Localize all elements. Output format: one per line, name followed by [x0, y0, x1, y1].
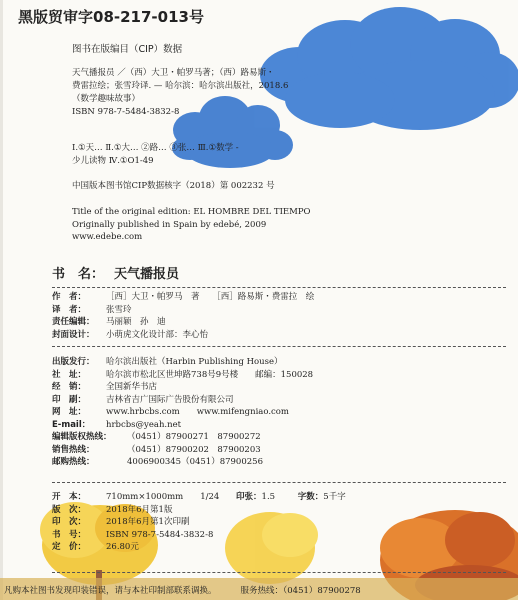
hotline-row: 编辑版权热线： （0451）87900271 87900272: [52, 432, 261, 442]
divider: [52, 287, 506, 288]
divider: [52, 572, 506, 573]
register-number: 黑版贸审字08-217-013号: [18, 8, 204, 26]
publisher-row: 社 址： 哈尔滨市松北区世坤路738号9号楼 邮编：150028: [52, 369, 314, 380]
hotline-row: 销售热线： （0451）87900202 87900203: [52, 444, 261, 455]
book-title-row: [52, 263, 179, 282]
cip-line: （数学趣味故事）: [72, 94, 141, 104]
spec-row: 定 价： 26.80元: [52, 542, 139, 552]
book-title-label: 书 名：: [52, 267, 105, 282]
credits-block: [52, 291, 314, 341]
publisher-row: 出版发行： 哈尔滨出版社（Harbin Publishing House）: [52, 357, 283, 367]
original-website: www.edebe.com: [72, 232, 143, 242]
publisher-row: E-mail： hrbcbs@yeah.net: [52, 419, 182, 430]
cip-number: 中国版本图书馆CIP数据核字（2018）第 002232 号: [72, 181, 275, 191]
cip-title: 图书在版编目（CIP）数据: [72, 44, 183, 55]
book-title: 天气播报员: [114, 267, 180, 282]
publisher-block: [52, 356, 313, 469]
publisher-row: 印 刷： 吉林省吉广国际广告股份有限公司: [52, 394, 234, 405]
specs-block: [52, 491, 346, 554]
spec-row: 印 次： 2018年6月第1次印刷: [52, 517, 190, 527]
spec-row: 书 号： ISBN 978-7-5484-3832-8: [52, 529, 214, 540]
publisher-row: 网 址： www.hrbcbs.com www.mifengniao.com: [52, 407, 289, 417]
credit-row: 作 者： ［西］大卫・帕罗马 著 ［西］路易斯・费雷拉 绘: [52, 292, 315, 302]
spec-row: 版 次： 2018年6月第1版: [52, 504, 173, 515]
hotline-row: 邮购热线： 4006900345（0451）87900256: [52, 457, 263, 467]
footer-notice-text: 凡购本社图书发现印装错误，请与本社印制部联系调换。: [4, 586, 217, 596]
credit-row: 译 者： 张雪玲: [52, 304, 132, 315]
cip-line: 天气播报员 ／（西）大卫・帕罗马著；（西）路易斯・: [72, 68, 275, 78]
service-hotline: 服务热线：（0451）87900278: [240, 586, 361, 596]
original-line: Originally published in Spain by edebé, 2009: [72, 219, 267, 230]
classification-line: Ⅰ.①天… Ⅱ.①大… ②路… ③张… Ⅲ.①数学 -: [72, 143, 239, 153]
spec-row: 开 本： 710mm×1000mm 1/24 印张：1.5 字数：5千字: [52, 492, 346, 502]
credit-row: 责任编辑： 马丽颖 孙 迪: [52, 317, 166, 327]
divider: [52, 482, 506, 483]
large-cloud: [260, 7, 518, 130]
cip-line: ISBN 978-7-5484-3832-8: [72, 107, 180, 117]
divider: [52, 346, 506, 347]
footer-notice: [4, 584, 361, 596]
credit-row: 封面设计： 小萌虎文化设计部：李心怡: [52, 329, 209, 340]
classification-line: 少儿读物 Ⅳ.①O1-49: [72, 156, 154, 166]
original-edition: [72, 206, 311, 244]
original-line: Title of the original edition: EL HOMBRE DEL TIEMPO: [72, 207, 311, 217]
small-cloud: [172, 96, 293, 168]
cip-line: 费雷拉绘；张雪玲译. — 哈尔滨：哈尔滨出版社，2018.6: [72, 81, 289, 91]
publisher-row: 经 销： 全国新华书店: [52, 382, 158, 392]
